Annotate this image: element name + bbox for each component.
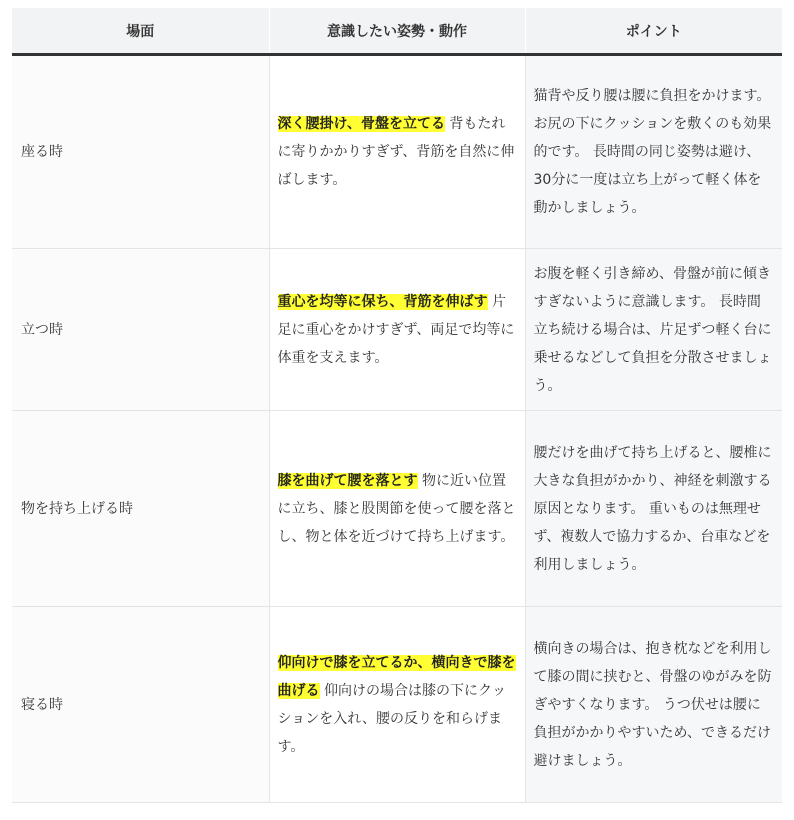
table-row (12, 249, 782, 411)
point-cell: お腹を軽く引き締め、骨盤が前に傾きすぎないように意識します。 長時間立ち続ける場合は、片足ずつ軽く台に乗せるなどして負担を分散させましょう。 (525, 249, 782, 411)
point-cell: 猫背や反り腰は腰に負担をかけます。お尻の下にクッションを敷くのも効果的です。 長時間の同じ姿勢は避け、30分に一度は立ち上がって軽く体を動かしましょう。 (525, 55, 782, 249)
table-row (12, 55, 782, 249)
table-row (12, 607, 782, 803)
action-text: 物に近い位置に立ち、膝と股関節を使って腰を落とし、物と体を近づけて持ち上げます。 (277, 472, 516, 545)
action-cell (269, 249, 525, 411)
table-row (12, 411, 782, 607)
posture-table-container (12, 8, 782, 803)
header-scene: 場面 (12, 8, 269, 55)
highlight-text: 膝を曲げて腰を落とす (277, 472, 418, 489)
scene-cell: 物を持ち上げる時 (12, 411, 269, 607)
highlight-text: 重心を均等に保ち、背筋を伸ばす (277, 293, 488, 310)
action-text: 片足に重心をかけすぎず、両足で均等に体重を支えます。 (277, 293, 515, 366)
action-text: 背もたれに寄りかかりすぎず、背筋を自然に伸ばします。 (277, 116, 515, 188)
scene-cell: 寝る時 (12, 607, 269, 803)
header-row (12, 8, 782, 55)
table-body (12, 55, 782, 803)
scene-cell: 座る時 (12, 55, 269, 249)
header-action: 意識したい姿勢・動作 (269, 8, 525, 55)
action-cell (269, 607, 525, 803)
point-cell: 腰だけを曲げて持ち上げると、腰椎に大きな負担がかかり、神経を刺激する原因となります。 重いものは無理せず、複数人で協力するか、台車などを利用しましょう。 (525, 411, 782, 607)
action-cell (269, 411, 525, 607)
scene-cell: 立つ時 (12, 249, 269, 411)
action-cell (269, 55, 525, 249)
highlight-text: 仰向けで膝を立てるか、横向きで膝を曲げる (277, 654, 516, 699)
action-text: 仰向けの場合は膝の下にクッションを入れ、腰の反りを和らげます。 (277, 682, 506, 755)
posture-table (12, 8, 782, 803)
header-point: ポイント (525, 8, 782, 55)
point-cell: 横向きの場合は、抱き枕などを利用して膝の間に挟むと、骨盤のゆがみを防ぎやすくなります。 うつ伏せは腰に負担がかかりやすいため、できるだけ避けましょう。 (525, 607, 782, 803)
table-header (12, 8, 782, 55)
highlight-text: 深く腰掛け、骨盤を立てる (277, 116, 445, 132)
